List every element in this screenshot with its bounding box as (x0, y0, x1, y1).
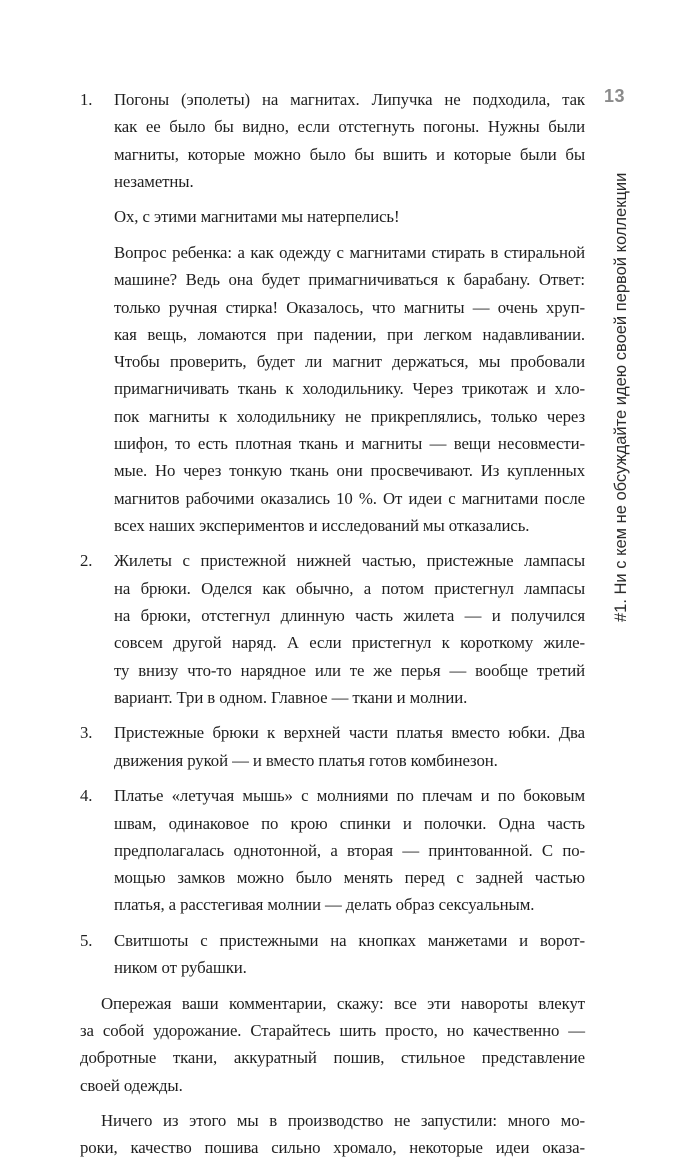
page-number: 13 (604, 86, 626, 106)
text-line: Жилеты с пристежной нижней частью, пристежные лампасы (114, 551, 585, 571)
text-line: Платье «летучая мышь» с молниями по плечам и по боковым (114, 786, 585, 806)
text-line: мощью замков можно было менять перед с задней частью (114, 868, 585, 888)
text-line: добротные ткани, аккуратный пошив, стильное представление (80, 1048, 585, 1068)
text-line: Ох, с этими магнитами мы натерпелись! (114, 207, 400, 227)
list-number: 2. (80, 551, 93, 571)
text-line: Чтобы проверить, будет ли магнит держаться, мы пробовали (114, 352, 585, 372)
text-line: магниты, которые можно было бы вшить и которые были бы (114, 144, 585, 164)
list-number: 3. (80, 723, 93, 743)
text-line: ту внизу что-то нарядное или те же перья — вообще третий (114, 660, 585, 680)
text-line: швам, одинаковое по крою спинки и полочки. Одна часть (114, 813, 585, 833)
running-head: #1. Ни с кем не обсуждайте идею своей первой коллекции (612, 172, 630, 622)
text-line: кая вещь, ломаются при падении, при легком надавливании. (114, 324, 585, 344)
text-line: машине? Ведь она будет примагничиваться к барабану. Ответ: (114, 270, 585, 290)
text-line: Ничего из этого мы в производство не запустили: много мо- (101, 1111, 585, 1131)
text-line: всех наших экспериментов и исследований мы отказались. (114, 515, 530, 535)
list-number: 5. (80, 930, 93, 950)
text-line: как ее было бы видно, если отстегнуть погоны. Нужны были (114, 117, 585, 137)
text-line: на брюки. Оделся как обычно, а потом пристегнул лампасы (114, 578, 585, 598)
text-line: предполагалась однотонной, а вторая — принтованной. С по- (114, 840, 585, 860)
text-line: Пристежные брюки к верхней части платья вместо юбки. Два (114, 723, 585, 743)
list-number: 1. (80, 90, 93, 109)
text-line: незаметны. (114, 171, 194, 191)
text-line: шифон, то есть плотная ткань и магниты — вещи несовмести- (114, 434, 585, 453)
text-line: вариант. Три в одном. Главное — ткани и молнии. (114, 687, 468, 707)
text-line: примагничивать ткань к холодильнику. Через трикотаж и хло- (114, 379, 585, 399)
text-line: магнитов рабочими оказались 10 %. От идеи с магнитами после (114, 488, 585, 508)
list-number: 4. (80, 786, 93, 806)
text-line: Опережая ваши комментарии, скажу: все эти навороты влекут (101, 993, 585, 1013)
text-line: совсем другой наряд. А если пристегнул к короткому жиле- (114, 633, 585, 653)
text-line: на брюки, отстегнул длинную часть жилета — и получился (114, 606, 585, 625)
text-line: платья, а расстегивая молнии — делать образ сексуальным. (114, 895, 535, 915)
text-line: пок магниты к холодильнику не прикреплялись, только через (114, 406, 585, 426)
text-line: только ручная стирка! Оказалось, что магниты — очень хруп- (114, 297, 585, 317)
text-line: за собой удорожание. Старайтесь шить просто, но качественно — (80, 1021, 585, 1040)
text-line: роки, качество пошива сильно хромало, некоторые идеи оказа- (80, 1138, 585, 1158)
text-line: движения рукой — и вместо платья готов комбинезон. (114, 750, 498, 770)
text-line: ником от рубашки. (114, 958, 247, 978)
text-line: мые. Но через тонкую ткань они просвечивают. Из купленных (114, 461, 585, 481)
text-line: своей одежды. (80, 1075, 183, 1095)
text-line: Вопрос ребенка: а как одежду с магнитами стирать в стиральной (114, 242, 585, 262)
text-line: Погоны (эполеты) на магнитах. Липучка не подходила, так (114, 90, 585, 109)
text-line: Свитшоты с пристежными на кнопках манжетами и ворот- (114, 930, 585, 950)
